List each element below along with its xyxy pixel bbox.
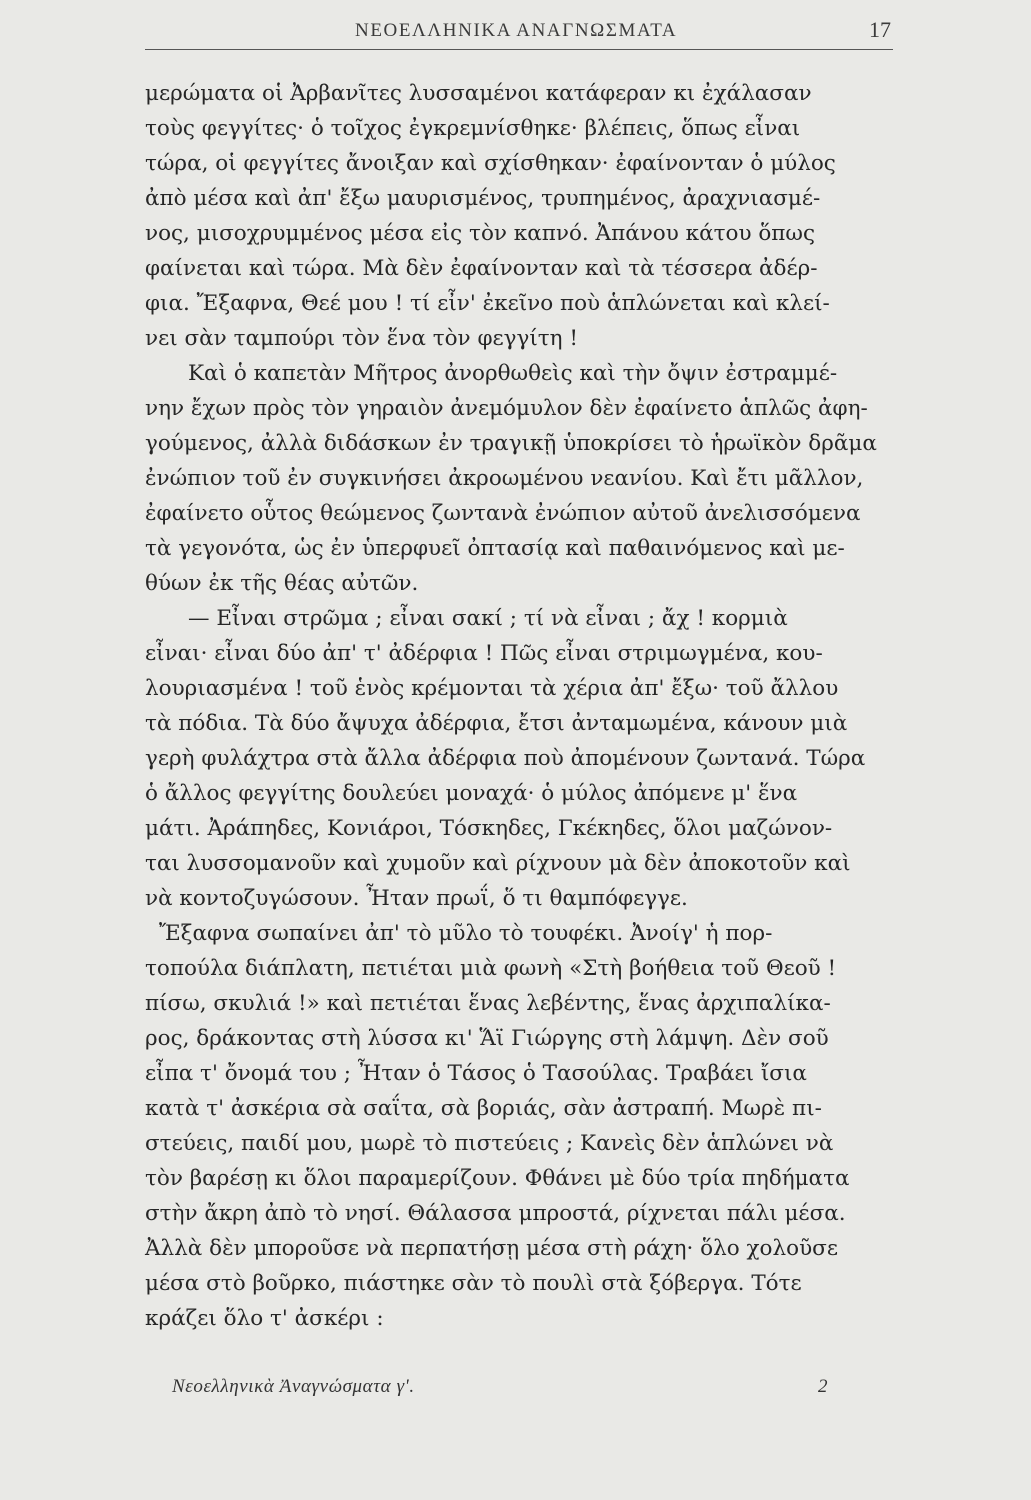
- paragraph-first-line: Ἔξαφνα σωπαίνει ἀπ' τὸ μῦλο τὸ τουφέκι. Ἀνοίγ' ἡ πορ-: [159, 921, 773, 946]
- text-line: στὴν ἄκρη ἀπὸ τὸ νησί. Θάλασσα μπροστά, ρίχνεται πάλι μέσα.: [145, 1201, 846, 1226]
- text-line: μέσα στὸ βοῦρκο, πιάστηκε σὰν τὸ πουλὶ στὰ ξόβεργα. Τότε: [145, 1271, 802, 1296]
- text-line: τὰ γεγονότα, ὡς ἐν ὑπερφυεῖ ὀπτασίᾳ καὶ παθαινόμενος καὶ με-: [145, 536, 845, 561]
- text-line: τὸν βαρέσῃ κι ὅλοι παραμερίζουν. Φθάνει μὲ δύο τρία πηδήματα: [145, 1166, 850, 1191]
- text-line: τοὺς φεγγίτες· ὁ τοῖχος ἐγκρεμνίσθηκε· βλέπεις, ὅπως εἶναι: [145, 116, 801, 141]
- page-number: 17: [869, 17, 891, 42]
- text-line: νος, μισοχρυμμένος μέσα εἰς τὸν καπνό. Ἀπάνου κάτου ὅπως: [145, 221, 815, 246]
- text-line: πίσω, σκυλιά !» καὶ πετιέται ἕνας λεβέντης, ἕνας ἀρχιπαλίκα-: [145, 991, 831, 1016]
- text-line: ται λυσσομανοῦν καὶ χυμοῦν καὶ ρίχνουν μὰ δὲν ἀποκοτοῦν καὶ: [145, 851, 851, 876]
- text-line: θύων ἐκ τῆς θέας αὐτῶν.: [145, 571, 419, 596]
- paragraph-first-line: — Εἶναι στρῶμα ; εἶναι σακί ; τί νὰ εἶναι ; ἄχ ! κορμιὰ: [188, 606, 788, 631]
- text-line: νει σὰν ταμπούρι τὸν ἕνα τὸν φεγγίτη !: [145, 326, 579, 351]
- text-line: ἀπὸ μέσα καὶ ἀπ' ἔξω μαυρισμένος, τρυπημένος, ἀραχνιασμέ-: [145, 186, 821, 211]
- text-line: κατὰ τ' ἀσκέρια σὰ σαΐτα, σὰ βοριάς, σὰν ἀστραπή. Μωρὲ πι-: [145, 1096, 822, 1121]
- text-line: τὰ πόδια. Τὰ δύο ἄψυχα ἀδέρφια, ἔτσι ἀνταμωμένα, κάνουν μιὰ: [145, 711, 848, 736]
- text-line: μάτι. Ἀράπηδες, Κονιάροι, Τόσκηδες, Γκέκηδες, ὅλοι μαζώνον-: [145, 816, 833, 841]
- page-header: [145, 18, 893, 48]
- text-line: μερώματα οἱ Ἀρβανῖτες λυσσαμένοι κατάφεραν κι ἐχάλασαν: [145, 81, 812, 106]
- paragraph-first-line: Καὶ ὁ καπετὰν Μῆτρος ἀνορθωθεὶς καὶ τὴν ὄψιν ἐστραμμέ-: [188, 361, 838, 386]
- text-line: νην ἔχων πρὸς τὸν γηραιὸν ἀνεμόμυλον δὲν ἐφαίνετο ἁπλῶς ἀφη-: [145, 396, 868, 421]
- footer-book-title: Νεοελληνικὰ Ἀναγνώσματα γ'.: [172, 1376, 415, 1397]
- text-line: ἐνώπιον τοῦ ἐν συγκινήσει ἀκροωμένου νεανίου. Καὶ ἔτι μᾶλλον,: [145, 466, 864, 491]
- text-line: φαίνεται καὶ τώρα. Μὰ δὲν ἐφαίνονταν καὶ τὰ τέσσερα ἀδέρ-: [145, 256, 818, 281]
- text-line: στεύεις, παιδί μου, μωρὲ τὸ πιστεύεις ; Κανεὶς δὲν ἁπλώνει νὰ: [145, 1131, 834, 1156]
- text-line: εἶπα τ' ὄνομά του ; Ἦταν ὁ Τάσος ὁ Τασούλας. Τραβάει ἴσια: [145, 1061, 807, 1086]
- text-line: νὰ κοντοζυγώσουν. Ἦταν πρωΐ, ὅ τι θαμπόφεγγε.: [145, 886, 688, 911]
- signature-mark: 2: [818, 1376, 828, 1397]
- text-line: κράζει ὅλο τ' ἀσκέρι :: [145, 1306, 384, 1331]
- text-line: εἶναι· εἶναι δύο ἀπ' τ' ἀδέρφια ! Πῶς εἶναι στριμωγμένα, κου-: [145, 641, 823, 666]
- header-rule: [145, 49, 893, 50]
- text-line: τώρα, οἱ φεγγίτες ἄνοιξαν καὶ σχίσθηκαν· ἐφαίνονταν ὁ μύλος: [145, 151, 836, 176]
- text-line: ὁ ἄλλος φεγγίτης δουλεύει μοναχά· ὁ μύλος ἀπόμενε μ' ἕνα: [145, 781, 798, 806]
- text-line: ρος, δράκοντας στὴ λύσσα κι' Ἅϊ Γιώργης στὴ λάμψη. Δὲν σοῦ: [145, 1026, 829, 1051]
- running-title: ΝΕΟΕΛΛΗΝΙΚΑ ΑΝΑΓΝΩΣΜΑΤΑ: [355, 20, 678, 41]
- text-line: Ἀλλὰ δὲν μποροῦσε νὰ περπατήσῃ μέσα στὴ ράχη· ὅλο χολοῦσε: [145, 1236, 838, 1261]
- text-line: λουριασμένα ! τοῦ ἑνὸς κρέμονται τὰ χέρια ἀπ' ἔξω· τοῦ ἄλλου: [145, 676, 839, 701]
- text-line: φια. Ἔξαφνα, Θεέ μου ! τί εἶν' ἐκεῖνο ποὺ ἁπλώνεται καὶ κλεί-: [145, 291, 830, 316]
- text-line: ἐφαίνετο οὗτος θεώμενος ζωντανὰ ἐνώπιον αὐτοῦ ἀνελισσόμενα: [145, 501, 861, 526]
- text-line: γούμενος, ἀλλὰ διδάσκων ἐν τραγικῇ ὑποκρίσει τὸ ἡρωϊκὸν δρᾶμα: [145, 431, 877, 456]
- text-line: γερὴ φυλάχτρα στὰ ἄλλα ἀδέρφια ποὺ ἀπομένουν ζωντανά. Τώρα: [145, 746, 866, 771]
- text-line: τοπούλα διάπλατη, πετιέται μιὰ φωνὴ «Στὴ βοήθεια τοῦ Θεοῦ !: [145, 956, 837, 981]
